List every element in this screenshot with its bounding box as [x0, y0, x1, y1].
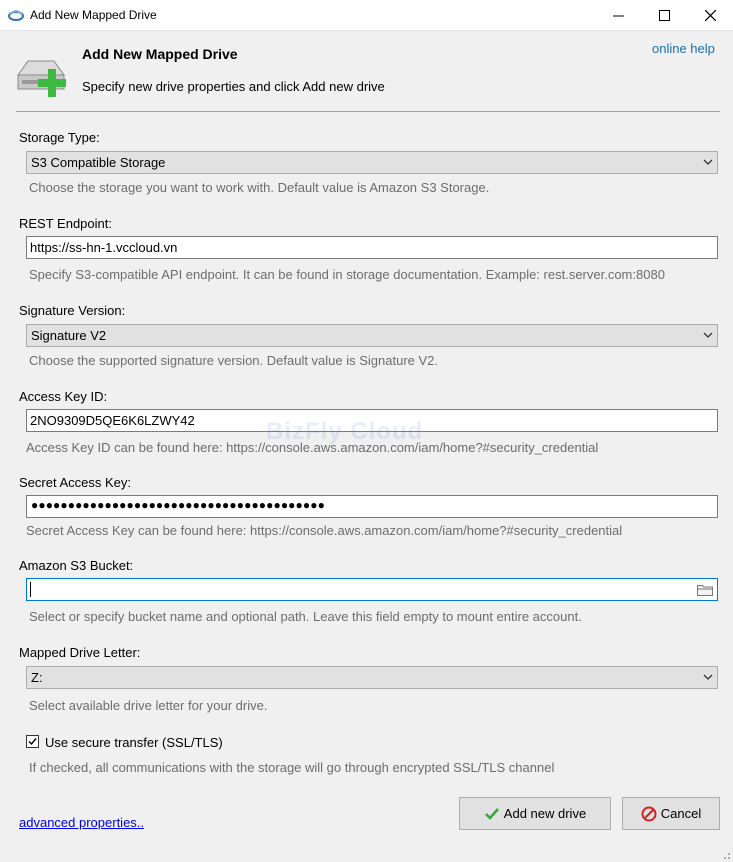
storage-type-hint: Choose the storage you want to work with. Default value is Amazon S3 Storage. [29, 180, 490, 195]
signature-version-value: Signature V2 [31, 328, 107, 343]
drive-add-icon [14, 53, 68, 99]
bucket-input[interactable] [26, 578, 718, 601]
dialog-header [0, 31, 733, 111]
checkmark-icon [27, 736, 38, 747]
cancel-icon [641, 806, 657, 822]
secure-transfer-hint: If checked, all communications with the storage will go through encrypted SSL/TLS channel [29, 760, 555, 775]
text-caret [30, 582, 31, 597]
access-key-id-label: Access Key ID: [19, 389, 108, 404]
rest-endpoint-hint: Specify S3-compatible API endpoint. It can be found in storage documentation. Example: rest.server.com:8080 [29, 267, 665, 282]
access-key-id-input[interactable] [26, 409, 718, 432]
storage-type-label: Storage Type: [19, 130, 100, 145]
access-key-id-value: 2NO9309D5QE6K6LZWY42 [30, 413, 195, 428]
checkmark-green-icon [484, 807, 500, 821]
rest-endpoint-input[interactable] [26, 236, 718, 259]
app-cloud-icon [8, 8, 24, 22]
add-new-drive-label: Add new drive [503, 806, 587, 821]
drive-letter-label: Mapped Drive Letter: [19, 645, 141, 660]
drive-letter-hint: Select available drive letter for your drive. [29, 698, 268, 713]
access-key-id-hint: Access Key ID can be found here: https://console.aws.amazon.com/iam/home?#security_credential [26, 440, 599, 455]
cancel-label: Cancel [660, 806, 702, 821]
minimize-icon [613, 10, 624, 21]
secure-transfer-label[interactable]: Use secure transfer (SSL/TLS) [45, 735, 223, 750]
drive-letter-value: Z: [31, 670, 43, 685]
header-title: Add New Mapped Drive [82, 46, 238, 62]
bucket-label: Amazon S3 Bucket: [19, 558, 134, 573]
window-title: Add New Mapped Drive [30, 8, 157, 22]
secret-access-key-value: ●●●●●●●●●●●●●●●●●●●●●●●●●●●●●●●●●●●●●●●● [31, 498, 325, 512]
resize-grip-icon[interactable] [719, 848, 731, 860]
close-icon [705, 10, 716, 21]
secure-transfer-checkbox[interactable] [26, 735, 39, 748]
signature-version-label: Signature Version: [19, 303, 126, 318]
chevron-down-icon [703, 331, 713, 339]
secret-access-key-input[interactable] [26, 495, 718, 518]
drive-letter-dropdown[interactable] [26, 666, 718, 689]
rest-endpoint-value: https://ss-hn-1.vccloud.vn [30, 240, 178, 255]
signature-version-dropdown[interactable] [26, 324, 718, 347]
secret-access-key-label: Secret Access Key: [19, 475, 131, 490]
chevron-down-icon [703, 158, 713, 166]
advanced-properties-link[interactable]: advanced properties.. [19, 815, 145, 830]
maximize-icon [659, 10, 670, 21]
secret-access-key-hint: Secret Access Key can be found here: https://console.aws.amazon.com/iam/home?#security_credential [26, 523, 623, 538]
header-subtitle: Specify new drive properties and click Add new drive [82, 79, 385, 94]
minimize-button[interactable] [595, 0, 641, 31]
online-help-link[interactable]: online help [652, 41, 715, 56]
title-bar [0, 0, 733, 31]
storage-type-value: S3 Compatible Storage [31, 155, 166, 170]
bucket-hint: Select or specify bucket name and optional path. Leave this field empty to mount entire account. [29, 609, 582, 624]
cancel-button[interactable] [622, 797, 720, 830]
storage-type-dropdown[interactable] [26, 151, 718, 174]
header-divider [16, 111, 720, 112]
chevron-down-icon [703, 673, 713, 681]
rest-endpoint-label: REST Endpoint: [19, 216, 112, 231]
folder-browse-icon[interactable] [697, 583, 713, 596]
signature-version-hint: Choose the supported signature version. Default value is Signature V2. [29, 353, 439, 368]
maximize-button[interactable] [641, 0, 687, 31]
add-new-drive-button[interactable] [459, 797, 611, 830]
close-button[interactable] [687, 0, 733, 31]
